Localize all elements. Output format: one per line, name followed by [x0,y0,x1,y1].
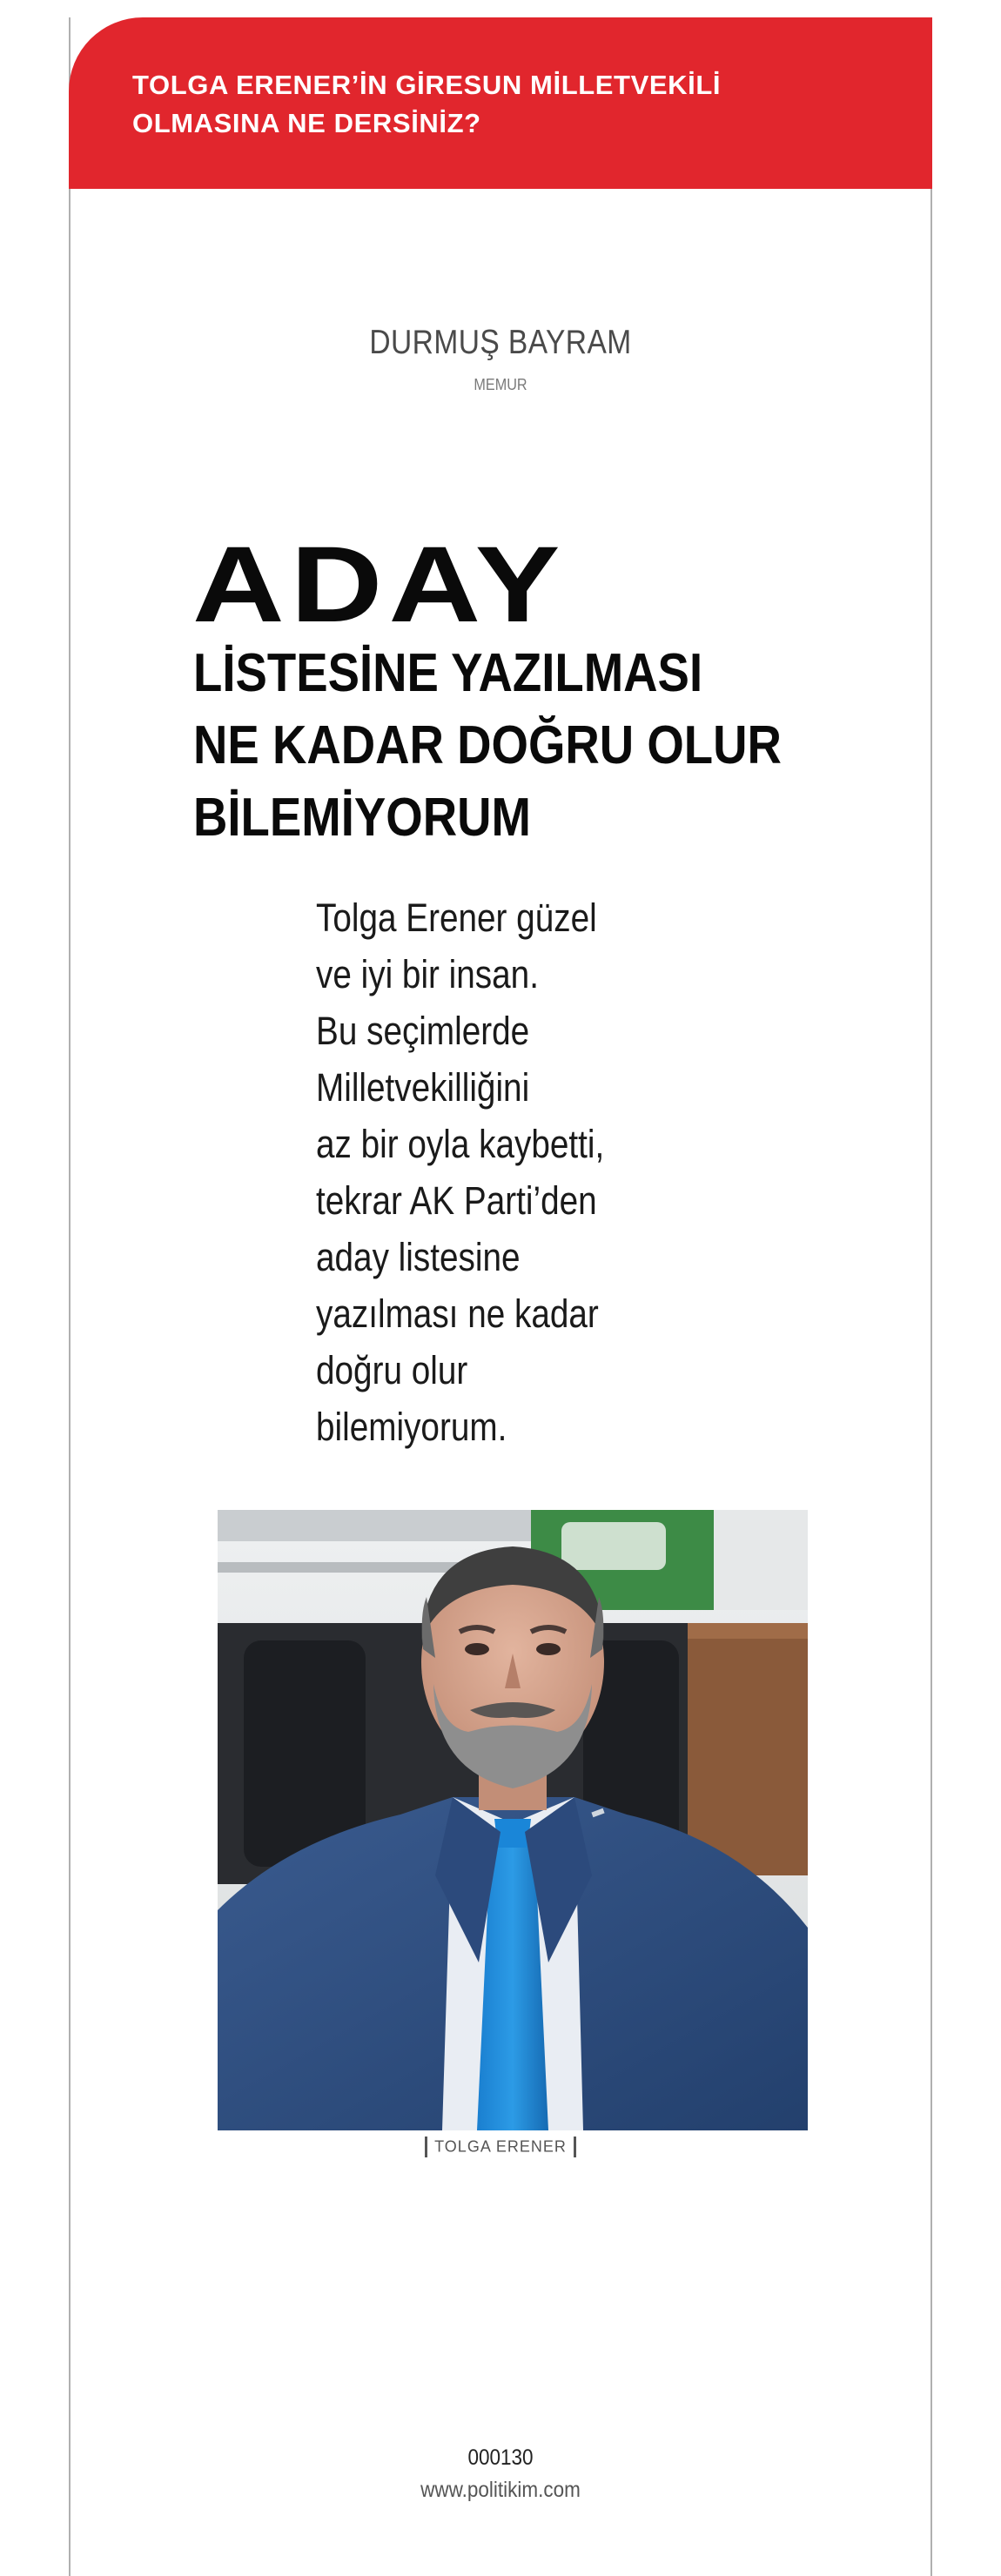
body-line: ve iyi bir insan. [316,952,539,996]
footer-code: 000130 [467,2445,534,2470]
caption-bar-right [574,2137,576,2157]
body-line: doğru olur [316,1348,468,1392]
headline-rest [193,637,822,854]
caption-text: TOLGA ERENER [434,2137,567,2156]
header-title-line-2: OLMASINA NE DERSİNİZ? [132,108,481,138]
portrait-photo [218,1510,808,2130]
body-line: Tolga Erener güzel [316,896,597,940]
body-line: yazılması ne kadar [316,1291,599,1336]
header-title-line-1: TOLGA ERENER’İN GİRESUN MİLLETVEKİLİ [132,70,722,100]
body-line: az bir oyla kaybetti, [316,1122,605,1166]
body-text [316,889,604,1455]
body-line: aday listesine [316,1235,521,1279]
headline-line: BİLEMİYORUM [193,788,531,848]
footer-url[interactable]: www.politikim.com [420,2478,581,2502]
body-line: Bu seçimlerde [316,1009,530,1053]
portrait-illustration [218,1510,808,2130]
author-role: MEMUR [474,376,527,393]
body-line: Milletvekilliğini [316,1065,530,1110]
author-name: DURMUŞ BAYRAM [369,324,632,361]
headline-line: NE KADAR DOĞRU OLUR [193,715,782,775]
headline-line: LİSTESİNE YAZILMASI [193,643,703,703]
headline-big-word: ADAY [192,525,567,645]
photo-caption [0,2137,1001,2157]
body-line: tekrar AK Parti’den [316,1178,597,1223]
header-title [132,66,846,143]
body-line: bilemiyorum. [316,1405,507,1449]
caption-bar-left [425,2137,427,2157]
